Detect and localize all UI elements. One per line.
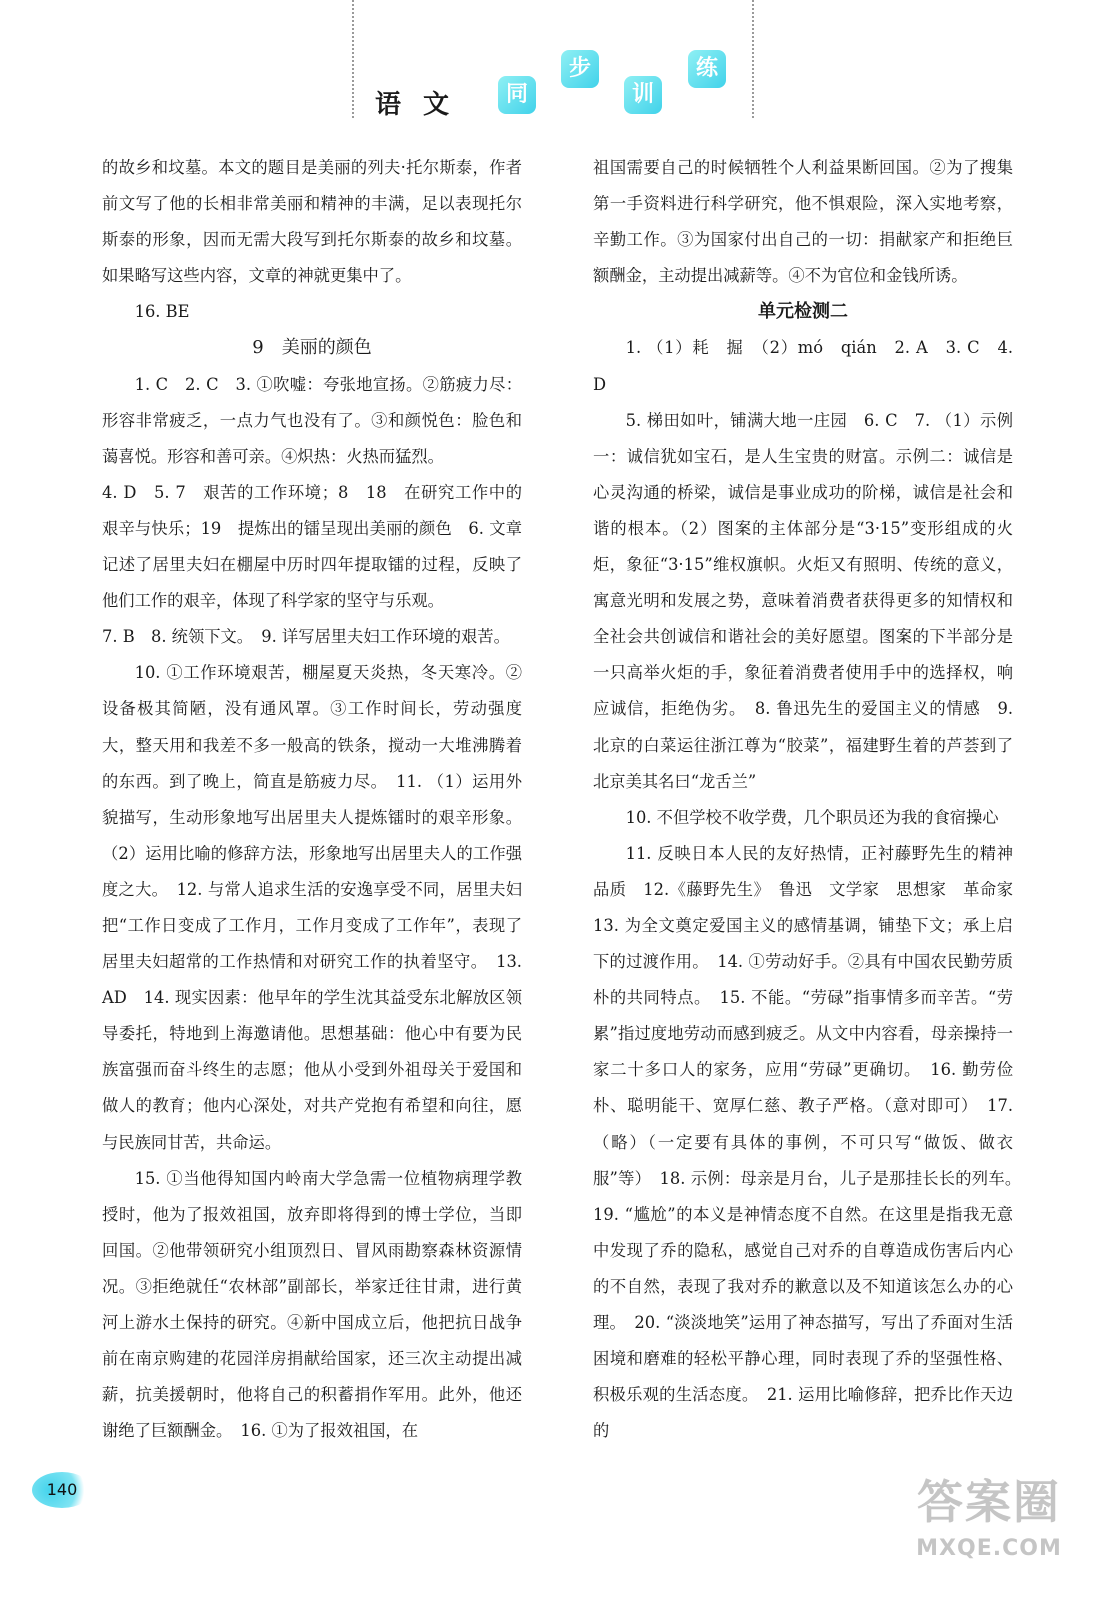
paragraph: 4. D 5. 7 艰苦的工作环境；8 18 在研究工作中的艰辛与快乐；19 提炼出的镭呈现出美丽的颜色 6. 文章记述了居里夫妇在棚屋中历时四年提取镭的过程，反映了他们工作的艰辛，体现了科学家的坚守与乐观。	[102, 482, 522, 611]
paragraph: 祖国需要自己的时候牺牲个人利益果断回国。②为了搜集第一手资料进行科学研究，他不惧艰险，深入实地考察，辛勤工作。③为国家付出自己的一切：捐献家产和拒绝巨额酬金，主动提出减薪等。④不为官位和金钱所诱。	[593, 158, 1013, 286]
paragraph: 1. C 2. C 3. ①吹嘘：夸张地宣扬。②筋疲力尽：形容非常疲乏，一点力气也没有了。③和颜悦色：脸色和蔼喜悦。形容和善可亲。④炽热：火热而猛烈。	[102, 374, 522, 466]
paragraph: 1. （1）耗 掘 （2）mó qián 2. A 3. C 4. D	[593, 338, 1013, 394]
series-tile: 步	[561, 50, 599, 88]
paragraph: 10. ①工作环境艰苦，棚屋夏天炎热，冬天寒冷。②设备极其简陋，没有通风罩。③工作时间长，劳动强度大，整天用和我差不多一般高的铁条，搅动一大堆沸腾着的东西。到了晚上，简直是筋疲力尽。 11. （1）运用外貌描写，生动形象地写出居里夫人提炼镭时的艰辛形象。（2）运用比喻的修辞方法，形象地写出居里夫人的工作强度之大。 12. 与常人追求生活的安逸享受不同，居里夫妇把“工作日变成了工作月，工作月变成了工作年”，表现了居里夫妇超常的工作热情和对研究工作的执着坚守。 13. AD 14. 现实因素：他早年的学生沈其益受东北解放区领导委托，特地到上海邀请他。思想基础：他心中有要为民族富强而奋斗终生的志愿；他从小受到外祖母关于爱国和做人的教育；他内心深处，对共产党抱有希望和向往，愿与民族同甘苦，共命运。	[102, 663, 522, 1152]
series-tile: 训	[624, 76, 662, 114]
paragraph: 的故乡和坟墓。本文的题目是美丽的列夫·托尔斯泰，作者前文写了他的长相非常美丽和精神的丰满，足以表现托尔斯泰的形象，因而无需大段写到托尔斯泰的故乡和坟墓。如果略写这些内容，文章的神就更集中了。	[102, 158, 522, 286]
paragraph: 15. ①当他得知国内岭南大学急需一位植物病理学教授时，他为了报效祖国，放弃即将得到的博士学位，当即回国。②他带领研究小组顶烈日、冒风雨勘察森林资源情况。③拒绝就任“农林部”副部长，举家迁往甘肃，进行黄河上游水土保持的研究。④新中国成立后，他把抗日战争前在南京购建的花园洋房捐献给国家，还三次主动提出减薪，抗美援朝时，他将自己的积蓄捐作军用。此外，他还谢绝了巨额酬金。 16. ①为了报效祖国，在	[102, 1168, 522, 1441]
watermark	[909, 1470, 1069, 1580]
header-divider-left	[352, 0, 354, 118]
section-title: 9 美丽的颜色	[252, 337, 372, 359]
watermark-url: MXQE.COM	[916, 1536, 1062, 1561]
paragraph: 7. B 8. 统领下文。 9. 详写居里夫妇工作环境的艰苦。	[102, 627, 510, 647]
watermark-logo: 答案圈	[917, 1475, 1061, 1529]
right-column	[593, 150, 1030, 1449]
page-number: 140	[32, 1472, 92, 1508]
header-divider-right	[752, 0, 754, 118]
paragraph: 11. 反映日本人民的友好热情，正衬藤野先生的精神品质 12.《藤野先生》 鲁迅 文学家 思想家 革命家 13. 为全文奠定爱国主义的感情基调，铺垫下文；承上启下的过渡作用。 14. ①劳动好手。②具有中国农民勤劳质朴的共同特点。 15. 不能。“劳碌”指事情多而辛苦。“劳累”指过度地劳动而感到疲乏。从文中内容看，母亲操持一家二十多口人的家务，应用“劳碌”更确切。 16. 勤劳俭朴、聪明能干、宽厚仁慈、教子严格。（意对即可） 17. （略）（一定要有具体的事例，不可只写“做饭、做衣服”等） 18. 示例：母亲是月台，儿子是那挂长长的列车。 19. “尴尬”的本义是神情态度不自然。在这里是指我无意中发现了乔的隐私，感觉自己对乔的自尊造成伤害后内心的不自然，表现了我对乔的歉意以及不知道该怎么办的心理。 20. “淡淡地笑”运用了神态描写，写出了乔面对生活困境和磨难的轻松平静心理，同时表现了乔的坚强性格、积极乐观的生活态度。 21. 运用比喻修辞，把乔比作天边的	[593, 843, 1030, 1441]
subject-char: 文	[423, 90, 450, 120]
left-column	[102, 150, 522, 1449]
subject-title	[375, 84, 471, 121]
paragraph: 16. BE	[134, 302, 190, 322]
paragraph: 5. 梯田如叶，铺满大地一庄园 6. C 7. （1）示例一：诚信犹如宝石，是人生宝贵的财富。示例二：诚信是心灵沟通的桥梁，诚信是事业成功的阶梯，诚信是社会和谐的根本。（2）图案的主体部分是“3·15”变形组成的火炬，象征“3·15”维权旗帜。火炬又有照明、传统的意义，寓意光明和发展之势，意味着消费者获得更多的知情权和全社会共创诚信和谐社会的美好愿望。图案的下半部分是一只高举火炬的手，象征着消费者使用手中的选择权，响应诚信，拒绝伪劣。 8. 鲁迅先生的爱国主义的情感 9. 北京的白菜运往浙江尊为“胶菜”，福建野生着的芦荟到了北京美其名曰“龙舌兰”	[593, 410, 1013, 791]
paragraph: 10. 不但学校不收学费，几个职员还为我的食宿操心	[625, 807, 999, 827]
series-tile: 练	[688, 50, 726, 88]
section-title: 单元检测二	[758, 301, 848, 323]
series-tile: 同	[498, 76, 536, 114]
subject-char: 语	[375, 90, 402, 120]
